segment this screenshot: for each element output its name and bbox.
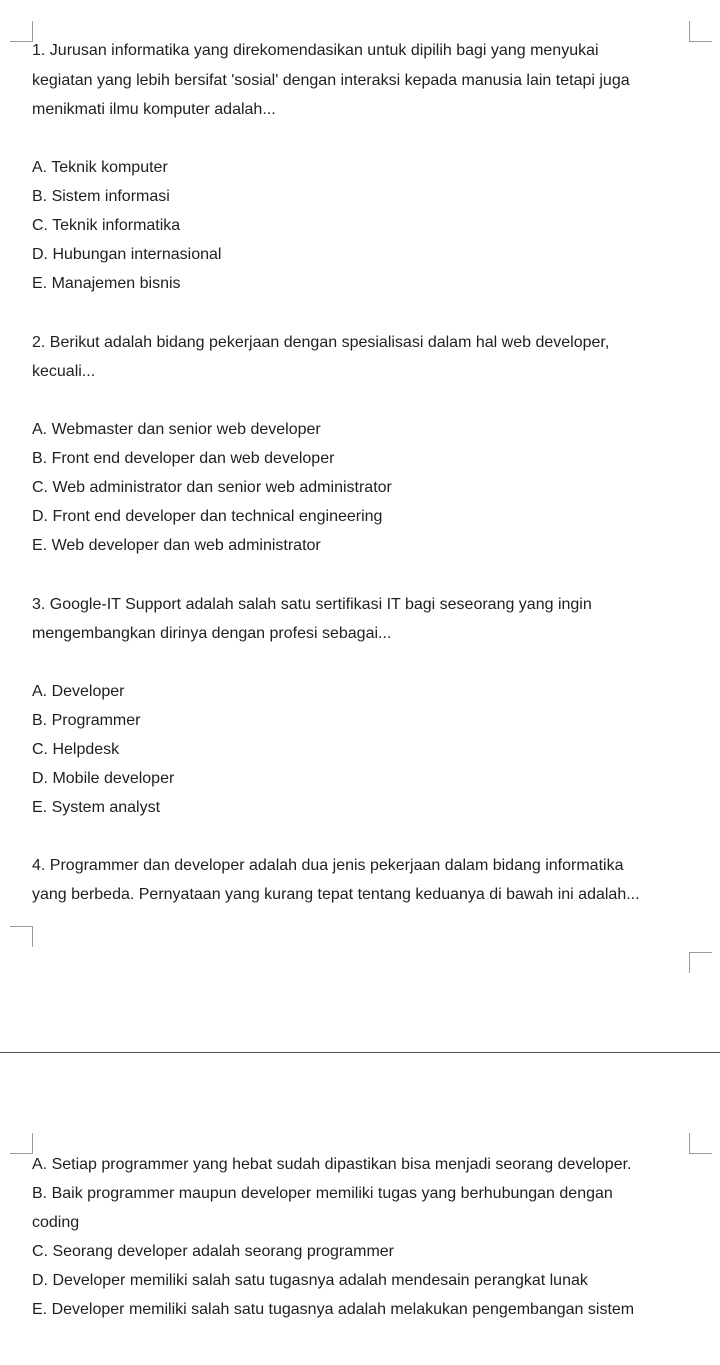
question-text-line: 4. Programmer dan developer adalah dua jenis pekerjaan dalam bidang informatika bbox=[32, 857, 624, 874]
crop-mark-top-right bbox=[689, 1133, 712, 1154]
answer-option: C. Seorang developer adalah seorang programmer bbox=[32, 1243, 394, 1260]
answer-option: A. Developer bbox=[32, 683, 125, 700]
crop-mark-top-right bbox=[689, 21, 712, 42]
question-text-line: menikmati ilmu komputer adalah... bbox=[32, 101, 276, 118]
question-text-line: kegiatan yang lebih bersifat 'sosial' dengan interaksi kepada manusia lain tetapi juga bbox=[32, 72, 630, 89]
answer-option: D. Hubungan internasional bbox=[32, 246, 222, 263]
answer-option: D. Front end developer dan technical engineering bbox=[32, 508, 383, 525]
answer-option: B. Front end developer dan web developer bbox=[32, 450, 335, 467]
document-page-2 bbox=[0, 1054, 720, 1365]
answer-option: A. Webmaster dan senior web developer bbox=[32, 421, 321, 438]
crop-mark-top-left bbox=[10, 21, 33, 42]
answer-option: C. Teknik informatika bbox=[32, 217, 181, 234]
question-text-line: 1. Jurusan informatika yang direkomendasikan untuk dipilih bagi yang menyukai bbox=[32, 42, 599, 59]
crop-mark-bottom-right bbox=[689, 952, 712, 973]
page-break-divider bbox=[0, 1052, 720, 1053]
answer-option: C. Helpdesk bbox=[32, 741, 120, 758]
answer-option: A. Teknik komputer bbox=[32, 159, 168, 176]
answer-option: D. Mobile developer bbox=[32, 770, 175, 787]
question-text-line: 3. Google-IT Support adalah salah satu sertifikasi IT bagi seseorang yang ingin bbox=[32, 596, 592, 613]
crop-mark-bottom-left bbox=[10, 926, 33, 947]
answer-option-continued: coding bbox=[32, 1214, 80, 1231]
answer-option: E. System analyst bbox=[32, 799, 161, 816]
answer-option: B. Programmer bbox=[32, 712, 141, 729]
answer-option: B. Sistem informasi bbox=[32, 188, 170, 205]
question-text-line: yang berbeda. Pernyataan yang kurang tepat tentang keduanya di bawah ini adalah... bbox=[32, 886, 640, 903]
answer-option: D. Developer memiliki salah satu tugasnya adalah mendesain perangkat lunak bbox=[32, 1272, 588, 1289]
crop-mark-top-left bbox=[10, 1133, 33, 1154]
question-text-line: kecuali... bbox=[32, 363, 96, 380]
answer-option: E. Manajemen bisnis bbox=[32, 275, 181, 292]
answer-option: B. Baik programmer maupun developer memiliki tugas yang berhubungan dengan bbox=[32, 1185, 613, 1202]
answer-option: A. Setiap programmer yang hebat sudah dipastikan bisa menjadi seorang developer. bbox=[32, 1156, 632, 1173]
question-text-line: 2. Berikut adalah bidang pekerjaan dengan spesialisasi dalam hal web developer, bbox=[32, 334, 610, 351]
answer-option: E. Web developer dan web administrator bbox=[32, 537, 321, 554]
question-text-line: mengembangkan dirinya dengan profesi sebagai... bbox=[32, 625, 392, 642]
answer-option: E. Developer memiliki salah satu tugasnya adalah melakukan pengembangan sistem bbox=[32, 1301, 635, 1318]
answer-option: C. Web administrator dan senior web administrator bbox=[32, 479, 392, 496]
